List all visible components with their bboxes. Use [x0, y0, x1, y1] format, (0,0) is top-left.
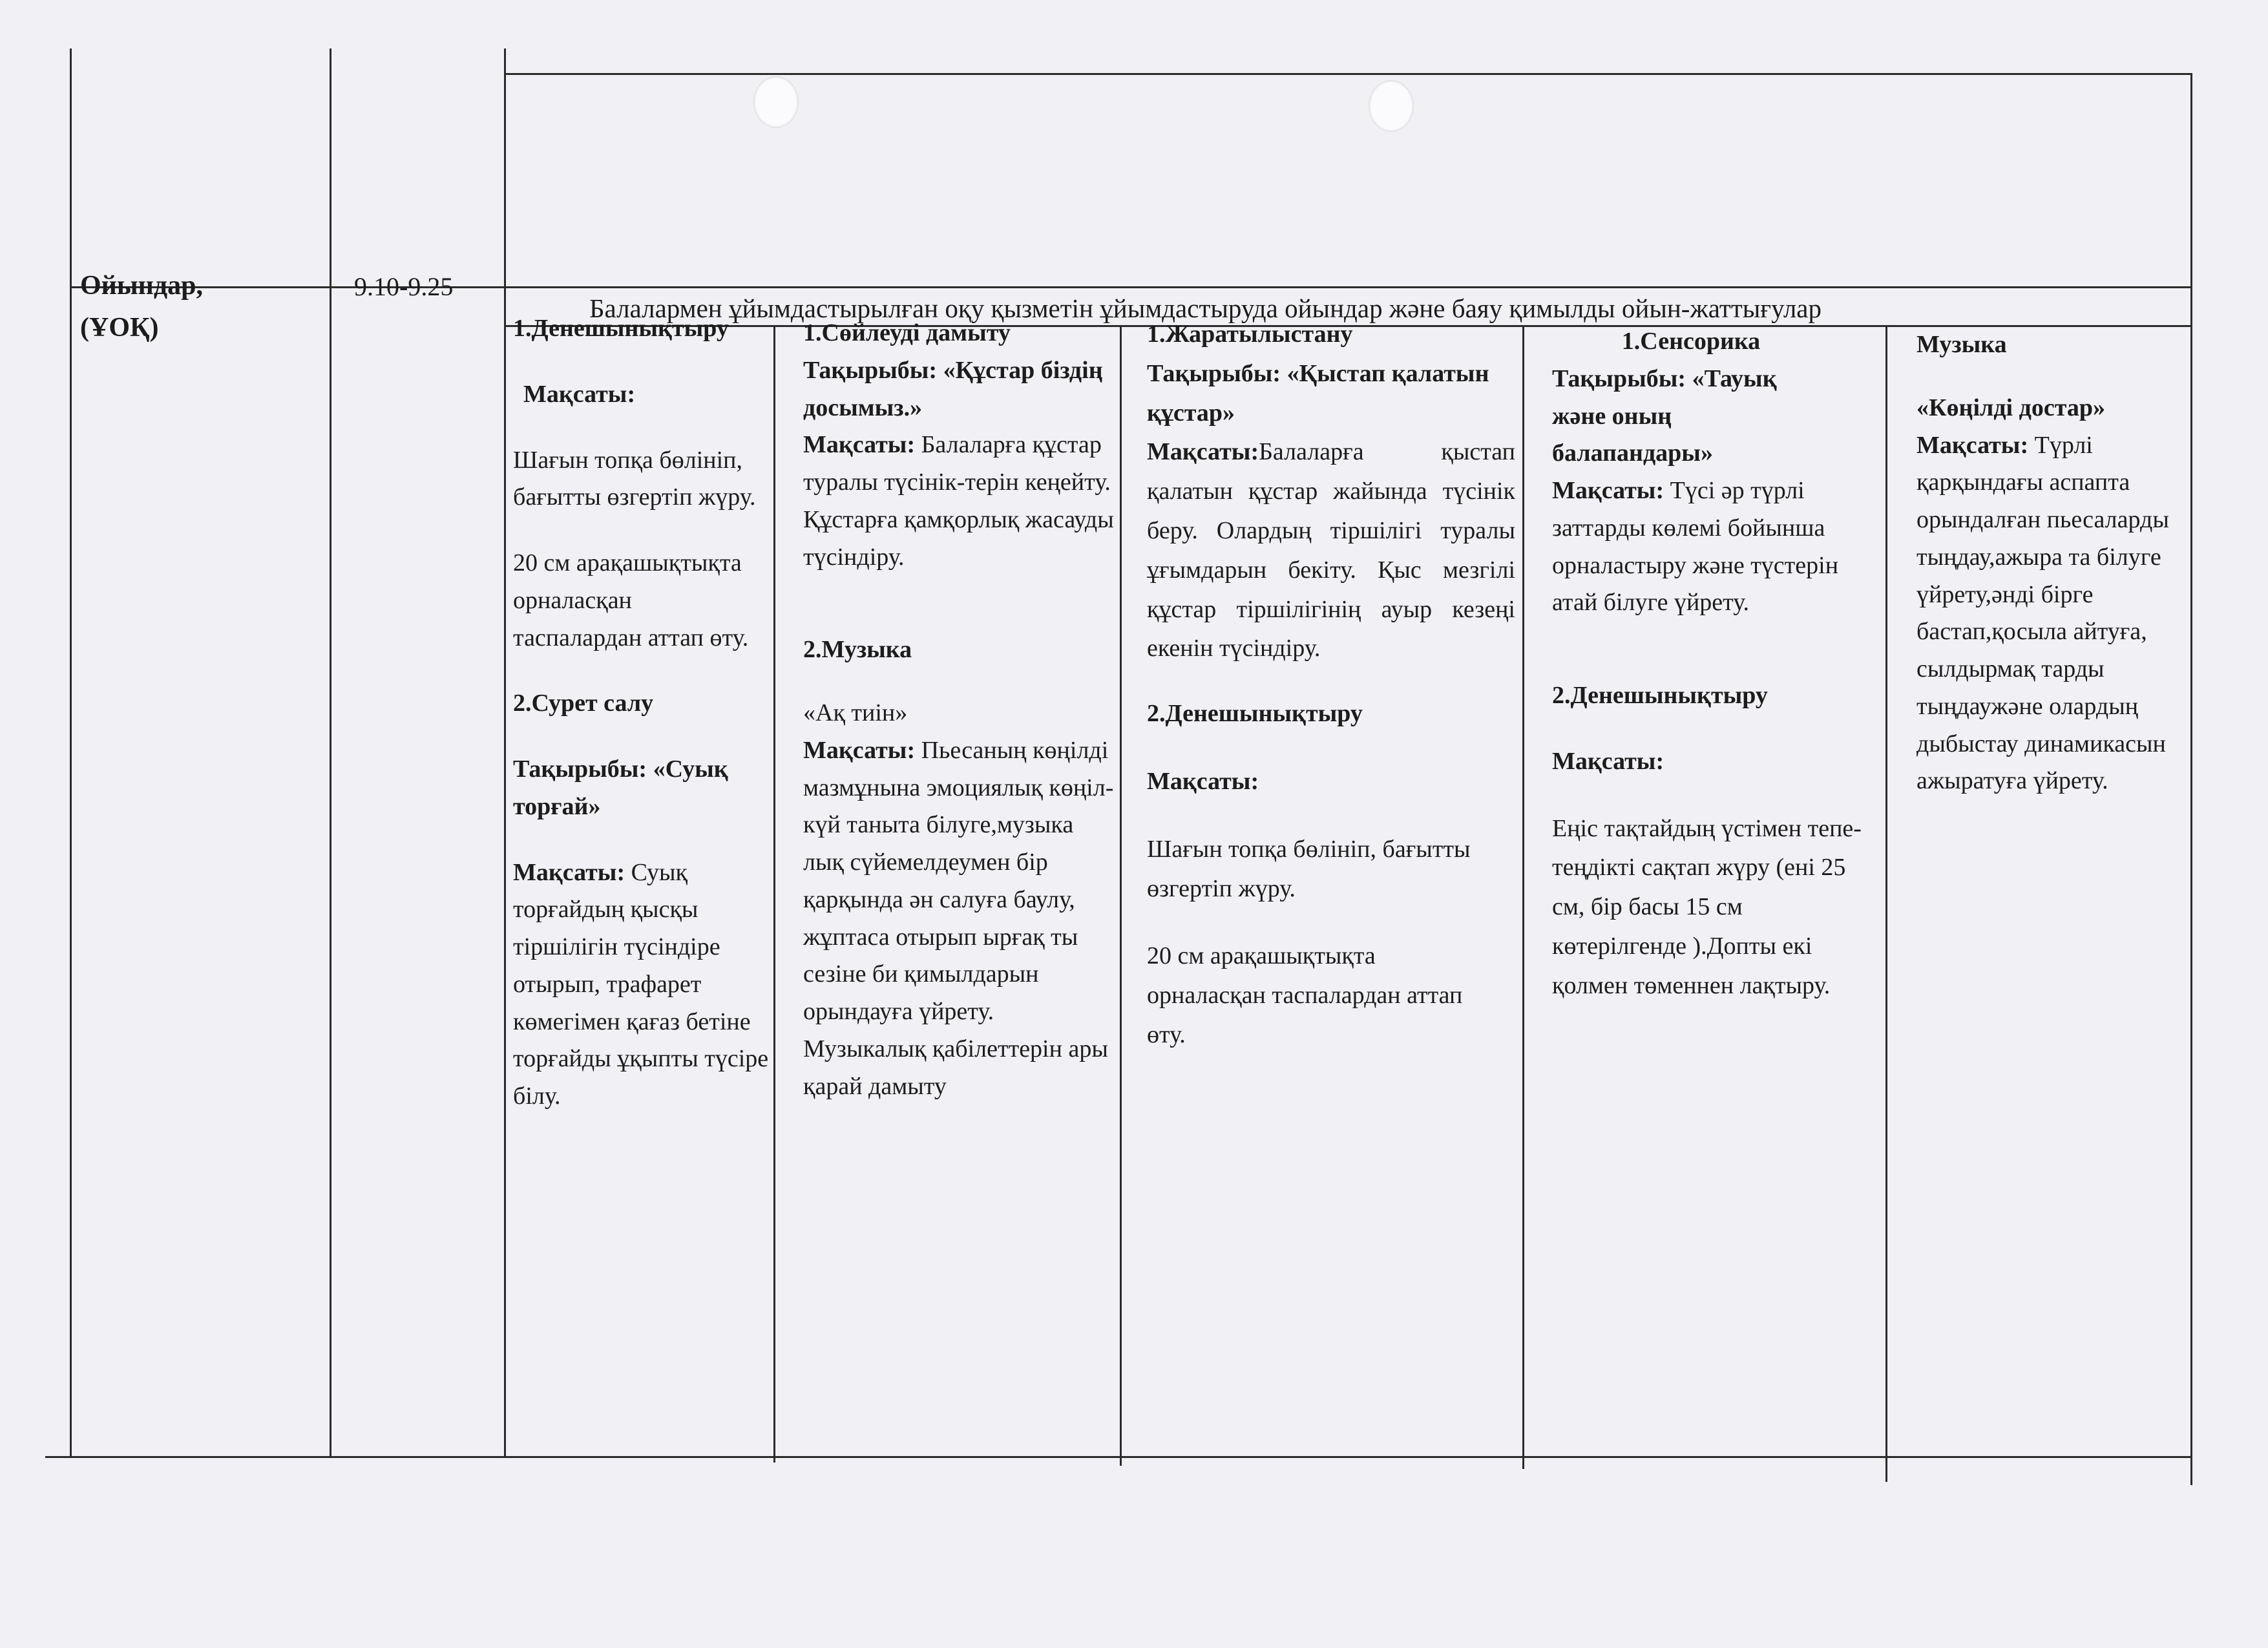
day-divider-4 — [1885, 325, 1887, 1482]
day3-goal2-label: Мақсаты: — [1147, 767, 1259, 795]
column-divider-content — [504, 48, 506, 1457]
day5-topic: «Көңілді достар» — [1916, 394, 2105, 421]
day5-goal-label: Мақсаты: — [1916, 431, 2029, 459]
top-box-border — [504, 73, 2192, 75]
span-heading: Балалармен ұйымдастырылған оқу қызметін ұйымдастыруда ойындар және баяу қимылды ойын-жаттығулар — [589, 293, 1822, 323]
day4-goal-label: Мақсаты: — [1552, 477, 1664, 504]
day3-goal-text: Балаларға қыстап қалатын құстар жайында түсінік беру. Олардың тіршілігі туралы ұғымдарын бекіту. Қыс мезгілі құстар тіршілігінің ауыр кезеңі екенін түсіндіру. — [1147, 438, 1515, 662]
day2-goal — [803, 427, 1115, 576]
day3-title2: 2.Денешынықтыру — [1147, 700, 1363, 728]
day2-goal2-label: Мақсаты: — [803, 736, 916, 764]
day-divider-3 — [1522, 325, 1524, 1469]
day3-goal2-text: Шағын топқа бөлініп, бағытты өзгертіп жүру. — [1147, 835, 1471, 902]
day2-topic2: «Ақ тиін» — [803, 699, 908, 726]
day4-title: 1.Сенсорика — [1621, 328, 1761, 355]
punch-hole-right — [1369, 80, 1414, 132]
day2-goal2 — [803, 732, 1115, 1106]
table-border-bottom — [45, 1456, 2192, 1458]
day-cell-3 — [1147, 315, 1515, 1055]
day5-goal-text: Түрлі қарқындағы аспапта орындалған пьесаларды тыңдау,ажыра та білуге үйрету,әнді бірге бастап,қосыла айтуға, сылдырмақ тарды тыңдаужәне олардың дыбыстау динамикасын ажыратуға үйрету. — [1916, 431, 2169, 795]
category-line-1: Ойындар, — [80, 271, 203, 301]
day1-extra: 20 см арақашықтықта орналасқан таспалардан аттап өту. — [513, 549, 749, 651]
row-category — [80, 265, 319, 349]
day3-goal-label: Мақсаты: — [1147, 438, 1259, 466]
day3-goal — [1147, 432, 1515, 668]
table-border-left — [70, 48, 72, 1457]
day2-title: 1.Сөйлеуді дамыту — [803, 319, 1011, 346]
day2-title2: 2.Музыка — [803, 636, 912, 664]
day1-title: 1.Денешынықтыру — [513, 315, 729, 342]
day-cell-2 — [803, 315, 1115, 1105]
day2-topic: Тақырыбы: «Құстар біздің досымыз.» — [803, 356, 1103, 421]
category-line-2: (ҰОҚ) — [80, 313, 159, 343]
day1-goal-label: Мақсаты: — [523, 380, 636, 408]
day1-goal-text: Шағын топқа бөлініп, бағытты өзгертіп жүру. — [513, 446, 756, 511]
day4-goal-text: Түсі әр түрлі заттарды көлемі бойынша орналастыру және түстерін атай білуге үйрету. — [1552, 477, 1839, 617]
day-cell-5 — [1916, 326, 2181, 800]
day1-title2: 2.Сурет салу — [513, 690, 654, 717]
day2-goal-label: Мақсаты: — [803, 431, 916, 459]
day4-goal2-label: Мақсаты: — [1552, 747, 1664, 775]
day5-title: Музыка — [1916, 331, 2007, 358]
day1-topic2: Тақырыбы: «Суық торғай» — [513, 755, 728, 820]
table-border-right — [2190, 73, 2192, 1485]
day1-goal2 — [513, 854, 772, 1115]
day4-topic: Тақырыбы: «Тауық және оның балапандары» — [1552, 364, 1777, 467]
column-divider-time — [330, 48, 331, 1457]
day4-title2: 2.Денешынықтыру — [1552, 682, 1768, 709]
row-time: 9.10-9.25 — [354, 272, 454, 301]
day-divider-1 — [773, 325, 775, 1463]
day3-title: 1.Жаратылыстану — [1147, 321, 1353, 348]
day1-goal2-text: Суық торғайдың қысқы тіршілігін түсіндіре отырып, трафарет көмегімен қағаз бетіне торғайды ұқыпты түсіре білу. — [513, 858, 769, 1110]
day2-goal2-text: Пьесаның көңілді мазмұнына эмоциялық көңіл-күй таныта білуге,музыка лық сүйемелдеумен бір қарқында ән салуға баулу, жұптаса отырып ырғақ ты сезіне би қимылдарын орындауға үйрету. Музыкалық қабілеттерін ары қарай дамыту — [803, 736, 1114, 1100]
day3-topic: Тақырыбы: «Қыстап қалатын құстар» — [1147, 359, 1489, 427]
punch-hole-left — [753, 76, 799, 128]
day-divider-2 — [1120, 325, 1122, 1466]
day-cell-4 — [1552, 323, 1882, 1005]
day2-goal-text: Балаларға құстар туралы түсінік-терін кеңейту. Құстарға қамқорлық жасауды түсіндіру. — [803, 431, 1114, 571]
day5-goal — [1916, 427, 2181, 801]
day1-goal2-label: Мақсаты: — [513, 858, 625, 886]
day3-extra: 20 см арақашықтықта орналасқан таспалардан аттап өту. — [1147, 942, 1463, 1048]
day4-goal — [1552, 472, 1875, 622]
day4-goal2-text: Еңіс тақтайдың үстімен тепе-теңдікті сақтап жүру (ені 25 см, бір басы 15 см көтерілгенде ).Допты екі қолмен төменнен лақтыру. — [1552, 814, 1862, 999]
day-cell-1 — [513, 310, 772, 1115]
